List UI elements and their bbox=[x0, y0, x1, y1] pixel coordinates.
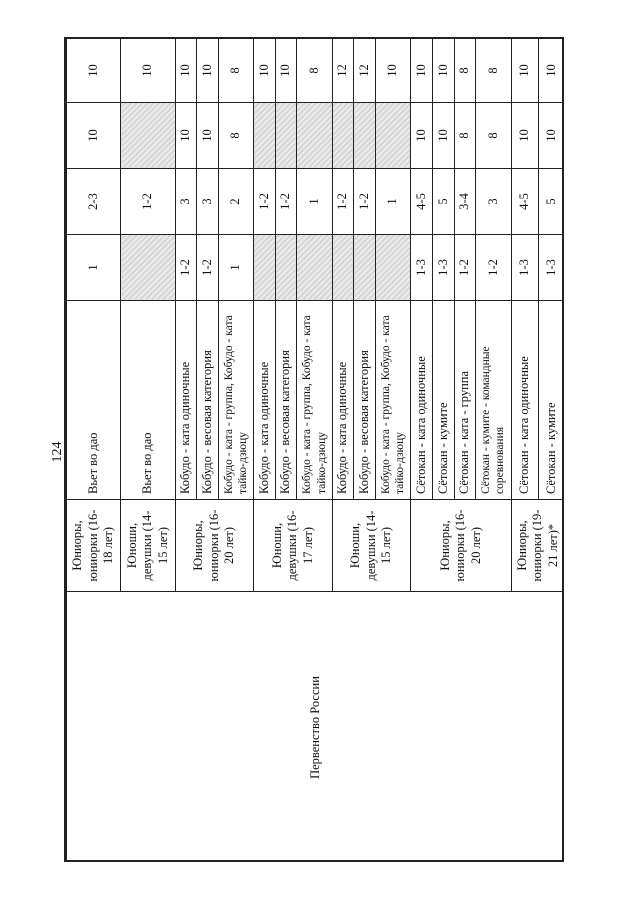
value-d: 8 bbox=[454, 39, 476, 103]
value-a bbox=[332, 235, 354, 301]
value-d: 8 bbox=[297, 39, 332, 103]
discipline: Сётокан - ката одиночные bbox=[411, 301, 433, 500]
value-d: 8 bbox=[218, 39, 253, 103]
value-d: 10 bbox=[511, 39, 538, 103]
discipline: Сётокан - кумите bbox=[433, 301, 455, 500]
value-d: 10 bbox=[197, 39, 219, 103]
value-c: 10 bbox=[433, 103, 455, 169]
value-c: 10 bbox=[197, 103, 219, 169]
value-a bbox=[354, 235, 376, 301]
value-c: 8 bbox=[218, 103, 253, 169]
age-group: Юноши, девушки (14-15 лет) bbox=[332, 500, 411, 592]
discipline: Кобудо - ката одиночные bbox=[332, 301, 354, 500]
age-group: Юниоры, юниорки (19-21 лет)* bbox=[511, 500, 564, 592]
discipline: Сётокан - ката одиночные bbox=[511, 301, 538, 500]
ranking-table bbox=[66, 38, 564, 862]
value-b: 1-2 bbox=[254, 169, 276, 235]
age-group: Юноши, девушки (14-15 лет) bbox=[121, 500, 175, 592]
value-d: 10 bbox=[433, 39, 455, 103]
value-a: 1-2 bbox=[476, 235, 511, 301]
value-c bbox=[121, 103, 175, 169]
value-a: 1-2 bbox=[175, 235, 197, 301]
discipline: Кобудо - весовая категория bbox=[354, 301, 376, 500]
discipline: Кобудо - ката одиночные bbox=[254, 301, 276, 500]
value-d: 12 bbox=[354, 39, 376, 103]
document-table-frame bbox=[64, 37, 564, 862]
value-d: 10 bbox=[254, 39, 276, 103]
value-b: 1-2 bbox=[121, 169, 175, 235]
age-group: Юниоры, юниорки (16-18 лет) bbox=[67, 500, 121, 592]
table-row bbox=[67, 39, 121, 863]
event-name: Первенство России bbox=[67, 592, 565, 863]
value-a: 1-2 bbox=[454, 235, 476, 301]
age-group: Юноши, девушки (16-17 лет) bbox=[254, 500, 333, 592]
value-c bbox=[354, 103, 376, 169]
discipline: Вьет во дао bbox=[67, 301, 121, 500]
discipline: Кобудо - весовая категория bbox=[275, 301, 297, 500]
value-d: 10 bbox=[376, 39, 411, 103]
value-a: 1-3 bbox=[433, 235, 455, 301]
discipline: Кобудо - ката - группа, Кобудо - ката тайко-дзюцу bbox=[297, 301, 332, 500]
value-d: 8 bbox=[476, 39, 511, 103]
value-c: 10 bbox=[411, 103, 433, 169]
value-d: 10 bbox=[411, 39, 433, 103]
value-a bbox=[297, 235, 332, 301]
page-number: 124 bbox=[50, 441, 65, 463]
value-b: 3-4 bbox=[454, 169, 476, 235]
value-b: 1 bbox=[376, 169, 411, 235]
value-a bbox=[121, 235, 175, 301]
value-a: 1-2 bbox=[197, 235, 219, 301]
value-a: 1-3 bbox=[411, 235, 433, 301]
value-b: 4-5 bbox=[511, 169, 538, 235]
value-a: 1 bbox=[67, 235, 121, 301]
value-c bbox=[297, 103, 332, 169]
value-d: 10 bbox=[121, 39, 175, 103]
rotated-table-container bbox=[66, 39, 564, 862]
value-b: 4-5 bbox=[411, 169, 433, 235]
value-a: 1 bbox=[218, 235, 253, 301]
value-b: 3 bbox=[197, 169, 219, 235]
value-b: 3 bbox=[175, 169, 197, 235]
value-c bbox=[332, 103, 354, 169]
value-d: 10 bbox=[175, 39, 197, 103]
value-c bbox=[376, 103, 411, 169]
discipline: Сётокан - кумите - командные соревнования bbox=[476, 301, 511, 500]
discipline: Кобудо - ката - группа, Кобудо - ката тайко-дзюцу bbox=[218, 301, 253, 500]
value-b: 5 bbox=[538, 169, 564, 235]
age-group: Юниоры, юниорки (16-20 лет) bbox=[411, 500, 511, 592]
value-c bbox=[275, 103, 297, 169]
age-group: Юниоры, юниорки (16-20 лет) bbox=[175, 500, 254, 592]
value-a: 1-3 bbox=[538, 235, 564, 301]
discipline: Сётокан - кумите bbox=[538, 301, 564, 500]
value-d: 12 bbox=[332, 39, 354, 103]
value-a bbox=[376, 235, 411, 301]
discipline: Кобудо - весовая категория bbox=[197, 301, 219, 500]
value-b: 2-3 bbox=[67, 169, 121, 235]
value-c: 8 bbox=[476, 103, 511, 169]
discipline: Кобудо - ката одиночные bbox=[175, 301, 197, 500]
value-b: 1-2 bbox=[275, 169, 297, 235]
value-b: 2 bbox=[218, 169, 253, 235]
value-b: 1 bbox=[297, 169, 332, 235]
value-a bbox=[275, 235, 297, 301]
value-c: 10 bbox=[175, 103, 197, 169]
discipline: Вьет во дао bbox=[121, 301, 175, 500]
value-b: 5 bbox=[433, 169, 455, 235]
value-a bbox=[254, 235, 276, 301]
discipline: Сётокан - ката - группа bbox=[454, 301, 476, 500]
value-c: 8 bbox=[454, 103, 476, 169]
value-d: 10 bbox=[275, 39, 297, 103]
value-c bbox=[254, 103, 276, 169]
value-b: 1-2 bbox=[354, 169, 376, 235]
value-c: 10 bbox=[67, 103, 121, 169]
discipline: Кобудо - ката - группа, Кобудо - ката тайко-дзюцу bbox=[376, 301, 411, 500]
value-b: 3 bbox=[476, 169, 511, 235]
value-c: 10 bbox=[511, 103, 538, 169]
value-b: 1-2 bbox=[332, 169, 354, 235]
value-a: 1-3 bbox=[511, 235, 538, 301]
value-d: 10 bbox=[538, 39, 564, 103]
value-d: 10 bbox=[67, 39, 121, 103]
value-c: 10 bbox=[538, 103, 564, 169]
